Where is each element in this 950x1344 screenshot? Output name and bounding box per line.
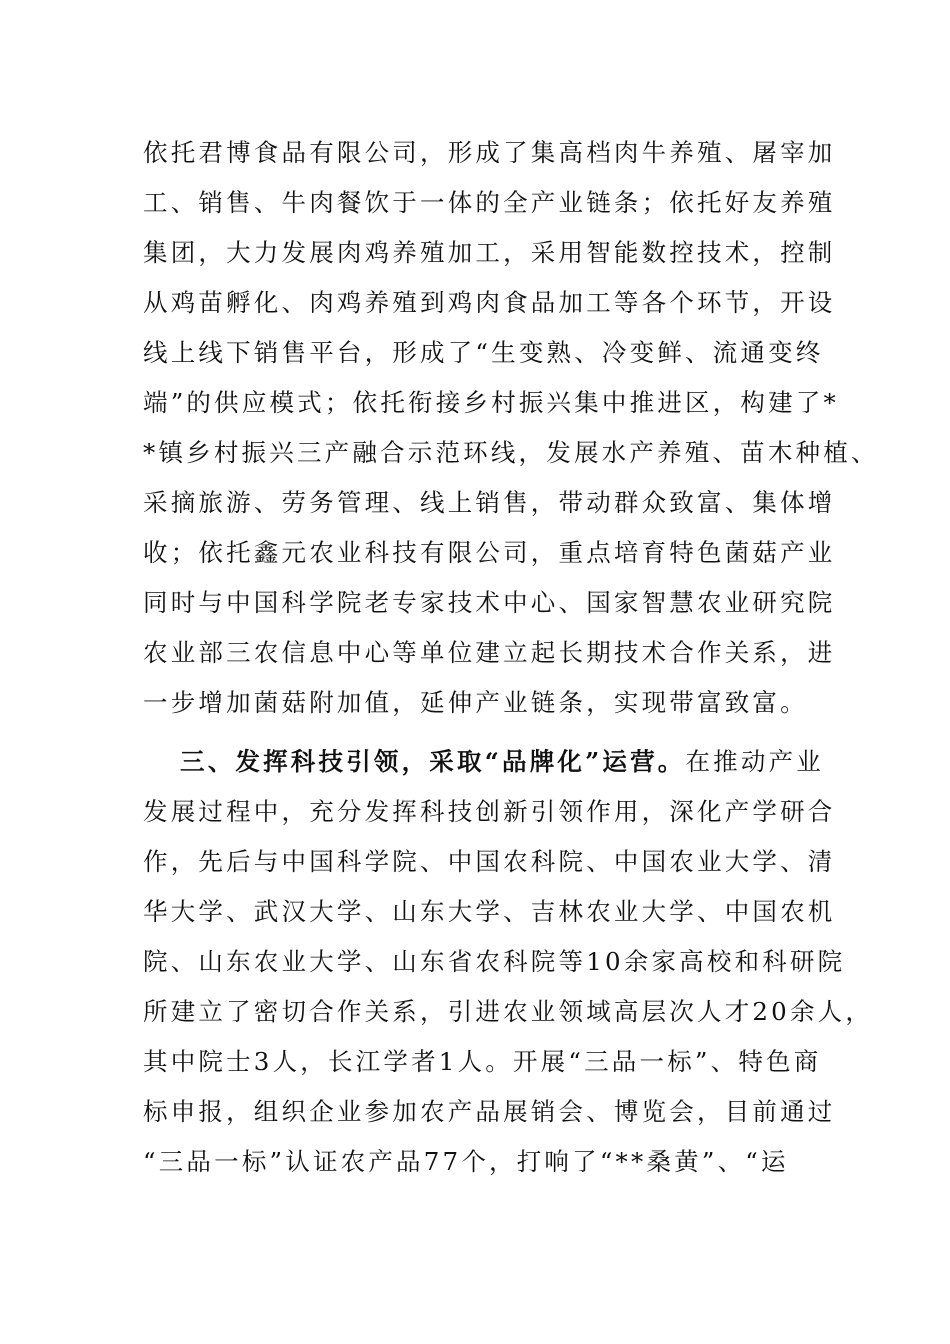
paragraph-first-line: [180, 737, 824, 787]
paragraph-line: 从鸡苗孵化、肉鸡养殖到鸡肉食品加工等各个环节，开设: [143, 288, 836, 317]
paragraph-line: 作，先后与中国科学院、中国农科院、中国农业大学、清: [143, 847, 836, 876]
paragraph-line: 端”的供应模式；依托衔接乡村振兴集中推进区，构建了*: [143, 388, 839, 417]
paragraph-line: 华大学、武汉大学、山东大学、吉林农业大学、中国农机: [143, 897, 836, 926]
paragraph-line: 同时与中国科学院老专家技术中心、国家智慧农业研究院: [143, 588, 836, 617]
paragraph-line: 发展过程中，充分发挥科技创新引领作用，深化产学研合: [143, 797, 836, 826]
paragraph-line: “三品一标”认证农产品77个，打响了“**桑黄”、“运: [143, 1147, 789, 1176]
paragraph-line: 依托君博食品有限公司，形成了集高档肉牛养殖、屠宰加: [143, 138, 836, 167]
paragraph-line: 标申报，组织企业参加农产品展销会、博览会，目前通过: [143, 1097, 836, 1126]
paragraph-line: 院、山东农业大学、山东省农科院等10余家高校和科研院: [143, 947, 846, 976]
paragraph-line: 线上线下销售平台，形成了“生变熟、冷变鲜、流通变终: [143, 338, 824, 367]
paragraph-line: 集团，大力发展肉鸡养殖加工，采用智能数控技术，控制: [143, 238, 836, 267]
paragraph-line: *镇乡村振兴三产融合示范环线，发展水产养殖、苗木种植、: [143, 438, 879, 467]
section-heading: 三、发挥科技引领，采取“品牌化”运营。: [180, 747, 686, 776]
paragraph-line: 收；依托鑫元农业科技有限公司，重点培育特色菌菇产业: [143, 538, 836, 567]
heading-continuation: 在推动产业: [685, 747, 824, 776]
paragraph-line: 其中院士3人，长江学者1人。开展“三品一标”、特色商: [143, 1047, 822, 1076]
paragraph-line: 工、销售、牛肉餐饮于一体的全产业链条；依托好友养殖: [143, 188, 836, 217]
paragraph-line: 所建立了密切合作关系，引进农业领域高层次人才20余人，: [143, 997, 874, 1026]
paragraph-line: 一步增加菌菇附加值，延伸产业链条，实现带富致富。: [143, 688, 808, 717]
paragraph-line: 采摘旅游、劳务管理、线上销售，带动群众致富、集体增: [143, 488, 836, 517]
paragraph-line: 农业部三农信息中心等单位建立起长期技术合作关系，进: [143, 638, 836, 667]
